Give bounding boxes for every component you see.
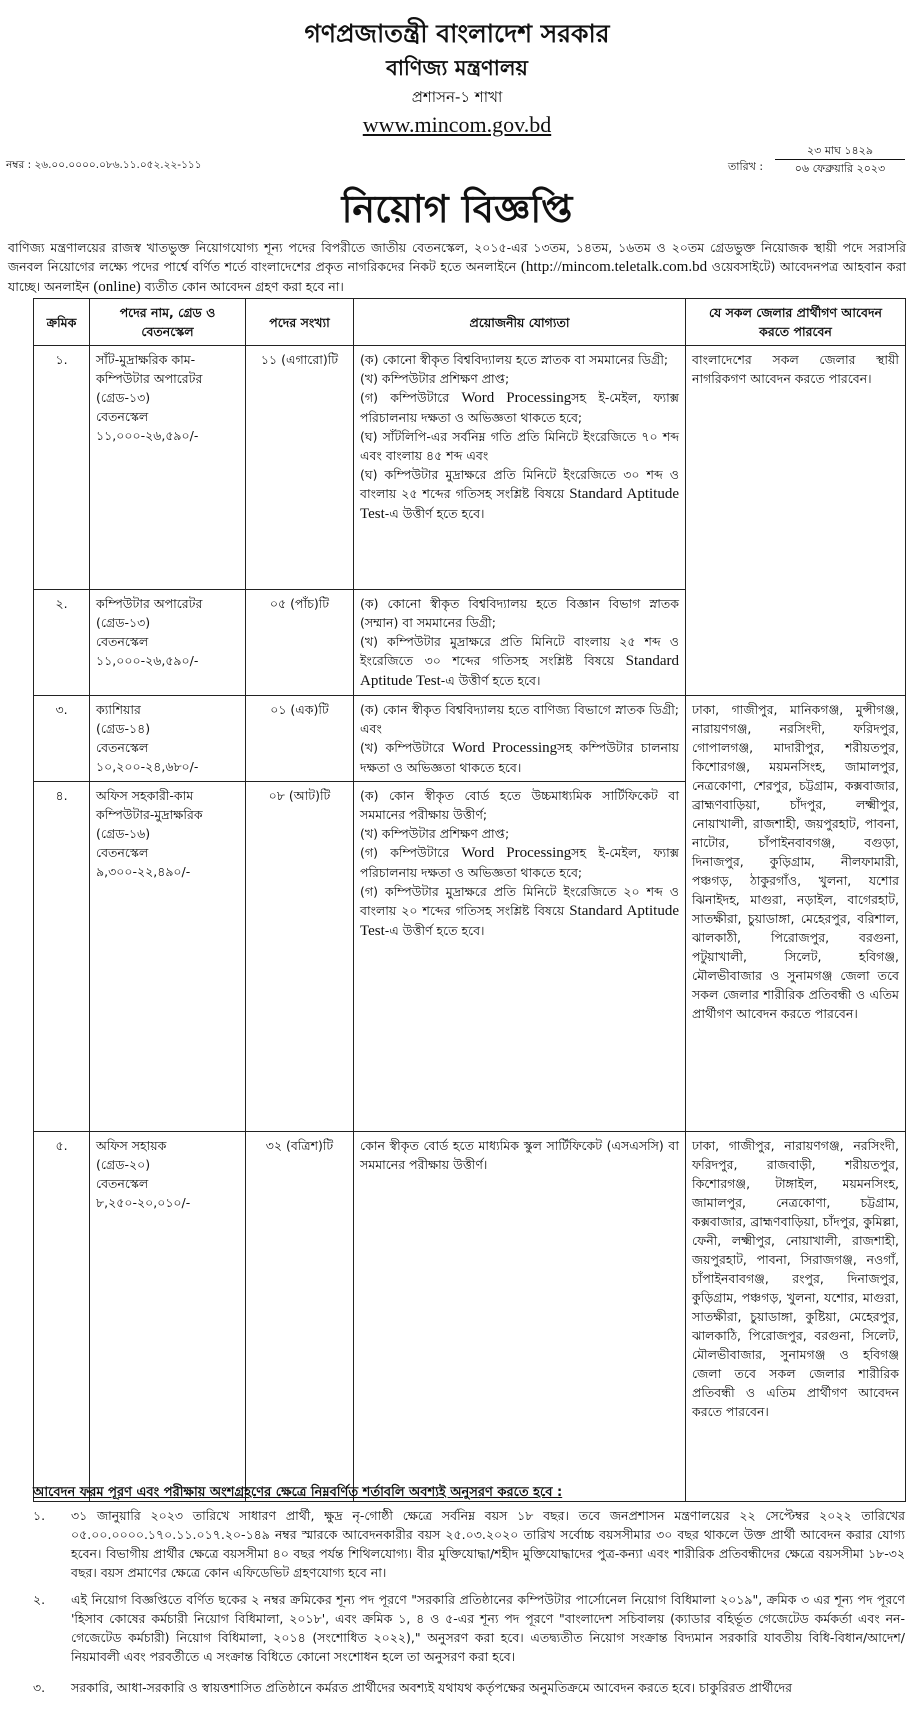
qualification-text: সহ ই-মেইল, ফ্যাক্স পরিচালনায় দক্ষতা ও অভিজ্ঞতা থাকতে হবে; bbox=[360, 390, 679, 425]
row-post bbox=[90, 782, 246, 1132]
qualification-item: (ক) কোন স্বীকৃত বোর্ড হতে উচ্চমাধ্যমিক সার্টিফিকেট বা সমমানের পরীক্ষায় উত্তীর্ণ; bbox=[360, 788, 679, 822]
header-serial: ক্রমিক bbox=[34, 299, 90, 346]
website-link[interactable]: www.mincom.gov.bd bbox=[362, 112, 552, 137]
row-count: ০১ (এক)টি bbox=[246, 696, 354, 782]
post-grade: (গ্রেড-১৩) bbox=[96, 390, 151, 405]
row-post bbox=[90, 346, 246, 590]
row-districts: ঢাকা, গাজীপুর, মানিকগঞ্জ, মুন্সীগঞ্জ, নারায়ণগঞ্জ, নরসিংদী, ফরিদপুর, গোপালগঞ্জ, মাদারীপুর, শরীয়তপুর, কিশোরগঞ্জ, ময়মনসিংহ, জামালপুর, নেত্রকোণা, শেরপুর, চট্টগ্রাম, কক্সবাজার, ব্রাহ্মণবাড়িয়া, চাঁদপুর, লক্ষ্মীপুর, নোয়াখালী, রাজশাহী, জয়পুরহাট, পাবনা, নাটোর, চাঁপাইনবাবগঞ্জ, বগুড়া, দিনাজপুর, কুড়িগ্রাম, নীলফামারী, পঞ্চগড়, ঠাকুরগাঁও, খুলনা, যশোর ঝিনাইদহ, মাগুরা, নড়াইল, বাগেরহাট, সাতক্ষীরা, চুয়াডাঙ্গা, মেহেরপুর, বরিশাল, ঝালকাঠী, পিরোজপুর, বরগুনা, পটুয়াখালী, সিলেট, হবিগঞ্জ, মৌলভীবাজার ও সুনামগঞ্জ জেলা তবে সকল জেলার শারীরিক প্রতিবন্ধী ও এতিম প্রার্থীগণ আবেদন করতে পারবেন। bbox=[686, 696, 906, 1132]
row-qualification bbox=[354, 696, 686, 782]
row-serial: ৩. bbox=[34, 696, 90, 782]
qualification-item: (খ) কম্পিউটার প্রশিক্ষণ প্রাপ্ত; bbox=[360, 826, 510, 841]
post-name: অফিস সহায়ক bbox=[96, 1138, 167, 1153]
qualification-item: (ঘ) সাঁটলিপি-এর সর্বনিম্ন গতি প্রতি মিনিটে ইংরেজিতে ৭০ শব্দ এবং বাংলায় ৪৫ শব্দ এবং bbox=[360, 429, 679, 463]
qualification-text: (গ) কম্পিউটার মুদ্রাক্ষরে প্রতি মিনিটে ইংরেজিতে ২০ শব্দ ও বাংলায় ২০ শব্দের গতিসহ সংশ্লিষ্ট বিষয়ে bbox=[360, 884, 679, 918]
post-grade: (গ্রেড-১৬) bbox=[96, 826, 151, 841]
intro-online: (online) bbox=[93, 279, 141, 295]
qualification-item: (খ) কম্পিউটার প্রশিক্ষণ প্রাপ্ত; bbox=[360, 371, 510, 386]
post-grade: (গ্রেড-২০) bbox=[96, 1157, 151, 1172]
qualification-english: Word Processing bbox=[451, 740, 558, 756]
post-scale: বেতনস্কেল ১১,০০০-২৬,৫৯০/- bbox=[96, 409, 199, 443]
date-label: তারিখ : bbox=[728, 160, 764, 173]
intro-paragraph bbox=[8, 238, 906, 297]
row-post bbox=[90, 696, 246, 782]
date-block bbox=[775, 142, 905, 177]
government-title: গণপ্রজাতন্ত্রী বাংলাদেশ সরকার bbox=[304, 19, 610, 48]
row-qualification bbox=[354, 590, 686, 696]
condition-number: ২. bbox=[33, 1592, 46, 1607]
table-header-row bbox=[34, 299, 906, 346]
condition-item bbox=[33, 1678, 905, 1702]
qualification-item: কোন স্বীকৃত বোর্ড হতে মাধ্যমিক স্কুল সার্টিফিকেট (এসএসসি) বা সমমানের পরীক্ষায় উত্তীর্ণ। bbox=[360, 1138, 679, 1172]
row-qualification bbox=[354, 346, 686, 590]
qualification-text: সহ কম্পিউটার চালনায় দক্ষতা ও অভিজ্ঞতা থাকতে হবে। bbox=[360, 740, 679, 775]
intro-text3: ব্যতীত কোন আবেদন গ্রহণ করা হবে না। bbox=[144, 279, 344, 294]
qualification-english: Word Processing bbox=[461, 390, 572, 406]
post-name: অফিস সহকারী-কাম কম্পিউটার-মুদ্রাক্ষরিক bbox=[96, 788, 203, 822]
condition-item bbox=[33, 1506, 905, 1582]
row-count: ১১ (এগারো)টি bbox=[246, 346, 354, 590]
condition-number: ৩. bbox=[33, 1680, 46, 1695]
qualification-text: -এ উত্তীর্ণ হতে হবে। bbox=[440, 673, 541, 688]
post-scale: বেতনস্কেল ৯,৩০০-২২,৪৯০/- bbox=[96, 845, 191, 879]
qualification-item bbox=[360, 632, 679, 691]
post-scale: বেতনস্কেল ৮,২৫০-২০,০১০/- bbox=[96, 1176, 191, 1210]
intro-url[interactable]: (http://mincom.teletalk.com.bd bbox=[520, 259, 708, 275]
qualification-item bbox=[360, 388, 679, 427]
branch-title: প্রশাসন-১ শাখা bbox=[411, 88, 503, 106]
post-name: ক্যাশিয়ার bbox=[96, 702, 141, 717]
condition-item bbox=[33, 1590, 905, 1666]
post-name: সাঁট-মুদ্রাক্ষরিক কাম-কম্পিউটার অপারেটর bbox=[96, 352, 203, 386]
qualification-english: Word Processing bbox=[461, 845, 572, 861]
header-qualification: প্রয়োজনীয় যোগ্যতা bbox=[354, 299, 686, 346]
table-row bbox=[34, 696, 906, 782]
row-qualification bbox=[354, 1132, 686, 1502]
row-serial: ২. bbox=[34, 590, 90, 696]
qualification-item bbox=[360, 465, 679, 524]
row-count: ০৫ (পাঁচ)টি bbox=[246, 590, 354, 696]
row-serial: ৪. bbox=[34, 782, 90, 1132]
post-scale: বেতনস্কেল ১০,২০০-২৪,৬৮০/- bbox=[96, 740, 199, 774]
qualification-text: (খ) কম্পিউটারে bbox=[360, 740, 445, 755]
row-serial: ১. bbox=[34, 346, 90, 590]
row-qualification bbox=[354, 782, 686, 1132]
row-districts: বাংলাদেশের সকল জেলার স্থায়ী নাগরিকগণ আবেদন করতে পারবেন। bbox=[686, 346, 906, 696]
row-count: ৩২ (বত্রিশ)টি bbox=[246, 1132, 354, 1502]
row-post bbox=[90, 590, 246, 696]
intro-text: বাণিজ্য মন্ত্রণালয়ের রাজস্ব খাতভুক্ত নিয়োগযোগ্য শূন্য পদের বিপরীতে জাতীয় বেতনস্কেল, ২০১৫-এর ১৩তম, ১৪তম, ১৬তম ও ২০তম গ্রেডভুক্ত নিয়োজক স্থায়ী পদে সরাসরি জনবল নিয়োগের লক্ষ্যে পদের পার্শ্বে বর্ণিত শর্তে বাংলাদেশের প্রকৃত নাগরিকদের নিকট হতে অনলাইনে bbox=[8, 240, 906, 274]
qualification-text: -এ উত্তীর্ণ হতে হবে। bbox=[384, 506, 485, 521]
condition-text: এই নিয়োগ বিজ্ঞপ্তিতে বর্ণিত ছকের ২ নম্বর ক্রমিকের শূন্য পদ পূরণে "সরকারি প্রতিষ্ঠানের কম্পিউটার পার্সোনেল নিয়োগ বিধিমালা ২০১৯", ক্রমিক ৩ এর শূন্য পদ পূরণে 'হিসাব কোষের কর্মচারী নিয়োগ বিধিমালা, ২০১৮', এবং ক্রমিক ১, ৪ ও ৫-এর শূন্য পদ পূরণে "বাংলাদেশ সচিবালয় (ক্যাডার বহির্ভূত গেজেটেড কর্মকর্তা এবং নন-গেজেটেড কর্মচারী) নিয়োগ বিধিমালা, ২০১৪ (সংশোধিত ২০২২)," অনুসরণ করা হবে। এতদ্ব্যতীত নিয়োগ সংক্রান্ত বিদ্যমান সরকারি যাবতীয় বিধি-বিধান/আদেশ/নিয়মাবলী এবং পরবর্তীতে এ সংক্রান্ত বিধিতে কোনো সংশোধন হলে তা অনুসরণ করা হবে। bbox=[71, 1592, 905, 1664]
post-grade: (গ্রেড-১৩) bbox=[96, 615, 151, 630]
row-districts: ঢাকা, গাজীপুর, নারায়ণগঞ্জ, নরসিংদী, ফরিদপুর, রাজবাড়ী, শরীয়তপুর, কিশোরগঞ্জ, টাঙ্গাইল, ময়মনসিংহ, জামালপুর, নেত্রকোণা, চট্টগ্রাম, কক্সবাজার, ব্রাহ্মণবাড়িয়া, চাঁদপুর, কুমিল্লা, ফেনী, লক্ষ্মীপুর, নোয়াখালী, রাজশাহী, জয়পুরহাট, পাবনা, সিরাজগঞ্জ, নওগাঁ, চাঁপাইনবাবগঞ্জ, রংপুর, দিনাজপুর, কুড়িগ্রাম, পঞ্চগড়, খুলনা, যশোর, মাগুরা, সাতক্ষীরা, চুয়াডাঙ্গা, কুষ্টিয়া, মেহেরপুর, ঝালকাঠি, পিরোজপুর, বরগুনা, সিলেট, মৌলভীবাজার, সুনামগঞ্জ ও হবিগঞ্জ জেলা তবে সকল জেলার শারীরিক প্রতিবন্ধী ও এতিম প্রার্থীগণ আবেদন করতে পারবেন। bbox=[686, 1132, 906, 1502]
date-english: ০৬ ফেব্রুয়ারি ২০২৩ bbox=[775, 159, 905, 177]
condition-number: ১. bbox=[33, 1508, 46, 1523]
header-post: পদের নাম, গ্রেড ও বেতনস্কেল bbox=[90, 299, 246, 346]
row-post bbox=[90, 1132, 246, 1502]
condition-text: সরকারি, আধা-সরকারি ও স্বায়ত্তশাসিত প্রতিষ্ঠানে কর্মরত প্রার্থীদের অবশ্যই যথাযথ কর্তৃপক্ষের অনুমতিক্রমে আবেদন করতে হবে। চাকুরিরত প্রার্থীদের bbox=[71, 1680, 793, 1695]
qualification-english: Standard Aptitude Test bbox=[360, 653, 679, 689]
qualification-english: Standard Aptitude Test bbox=[360, 486, 679, 522]
intro-text2: ওয়েবসাইটে) আবেদনপত্র আহবান করা যাচ্ছে। অনলাইন bbox=[8, 259, 906, 294]
qualification-text: (ঘ) কম্পিউটার মুদ্রাক্ষরে প্রতি মিনিটে ইংরেজিতে ৩০ শব্দ ও বাংলায় ২৫ শব্দের গতিসহ সংশ্লিষ্ট বিষয়ে bbox=[360, 467, 679, 501]
conditions-heading: আবেদন ফরম পূরণ এবং পরীক্ষায় অংশগ্রহণের ক্ষেত্রে নিম্নবর্ণিত শর্তাবলি অবশ্যই অনুসরণ করতে হবে : bbox=[33, 1485, 563, 1500]
qualification-item bbox=[360, 843, 679, 882]
qualification-item: (ক) কোনো স্বীকৃত বিশ্ববিদ্যালয় হতে স্নাতক বা সমমানের ডিগ্রী; bbox=[360, 352, 669, 367]
qualification-text: (গ) কম্পিউটারে bbox=[360, 390, 450, 405]
table-row bbox=[34, 1132, 906, 1502]
qualification-item: (ক) কোনো স্বীকৃত বিশ্ববিদ্যালয় হতে বিজ্ঞান বিভাগ স্নাতক (সম্মান) বা সমমানের ডিগ্রী; bbox=[360, 596, 679, 630]
header-districts: যে সকল জেলার প্রার্থীগণ আবেদন করতে পারবেন bbox=[686, 299, 906, 346]
header-count: পদের সংখ্যা bbox=[246, 299, 354, 346]
qualification-english: Standard Aptitude Test bbox=[360, 903, 679, 939]
condition-text: ৩১ জানুয়ারি ২০২৩ তারিখে সাধারণ প্রার্থী, ক্ষুদ্র নৃ-গোষ্ঠী ক্ষেত্রে সর্বনিম্ন বয়স ১৮ বছর। তবে জনপ্রশাসন মন্ত্রণালয়ের ২২ সেপ্টেম্বর ২০২২ তারিখের ০৫.০০.০০০০.১৭০.১১.০১৭.২০-১৪৯ নম্বর স্মারকে আবেদনকারীর বয়স ২৫.০৩.২০২০ তারিখ সর্বোচ্চ বয়সসীমার ৩০ বছর থাকলে উক্ত প্রার্থী আবেদন করার যোগ্য হবেন। বিভাগীয় প্রার্থীর ক্ষেত্রে বয়সসীমা ৪০ বছর পর্যন্ত শিথিলযোগ্য। বীর মুক্তিযোদ্ধা/শহীদ মুক্তিযোদ্ধাদের পুত্র-কন্যা এবং শারীরিক প্রতিবন্ধীদের ক্ষেত্রে বয়সসীমা ১৮-৩২ বছর। বয়স প্রমাণের ক্ষেত্রে কোন এফিডেভিট গ্রহণযোগ্য হবে না। bbox=[71, 1508, 905, 1580]
qualification-item: (ক) কোন স্বীকৃত বিশ্ববিদ্যালয় হতে বাণিজ্য বিভাগে স্নাতক ডিগ্রী; এবং bbox=[360, 702, 679, 736]
post-grade: (গ্রেড-১৪) bbox=[96, 721, 151, 736]
qualification-text: (গ) কম্পিউটারে bbox=[360, 845, 450, 860]
qualification-text: -এ উত্তীর্ণ হতে হবে। bbox=[384, 923, 485, 938]
qualification-item bbox=[360, 882, 679, 941]
qualification-item bbox=[360, 738, 679, 777]
post-name: কম্পিউটার অপারেটর bbox=[96, 596, 203, 611]
date-bangla: ২৩ মাঘ ১৪২৯ bbox=[807, 144, 873, 157]
notice-title: নিয়োগ বিজ্ঞপ্তি bbox=[341, 187, 573, 231]
qualification-text: সহ ই-মেইল, ফ্যাক্স পরিচালনায় দক্ষতা ও অভিজ্ঞতা থাকতে হবে; bbox=[360, 845, 679, 880]
qualification-text: (খ) কম্পিউটার মুদ্রাক্ষরে প্রতি মিনিটে বাংলায় ২৫ শব্দ ও ইংরেজিতে ৩০ শব্দের গতিসহ সংশ্লিষ্ট বিষয়ে bbox=[360, 634, 679, 668]
row-count: ০৮ (আট)টি bbox=[246, 782, 354, 1132]
posts-table bbox=[33, 298, 906, 1502]
table-row bbox=[34, 346, 906, 590]
ministry-title: বাণিজ্য মন্ত্রণালয় bbox=[386, 56, 528, 80]
post-scale: বেতনস্কেল ১১,০০০-২৬,৫৯০/- bbox=[96, 634, 199, 668]
row-serial: ৫. bbox=[34, 1132, 90, 1502]
memo-number: নম্বর : ২৬.০০.০০০০.০৮৬.১১.০৫২.২২-১১১ bbox=[6, 159, 202, 171]
